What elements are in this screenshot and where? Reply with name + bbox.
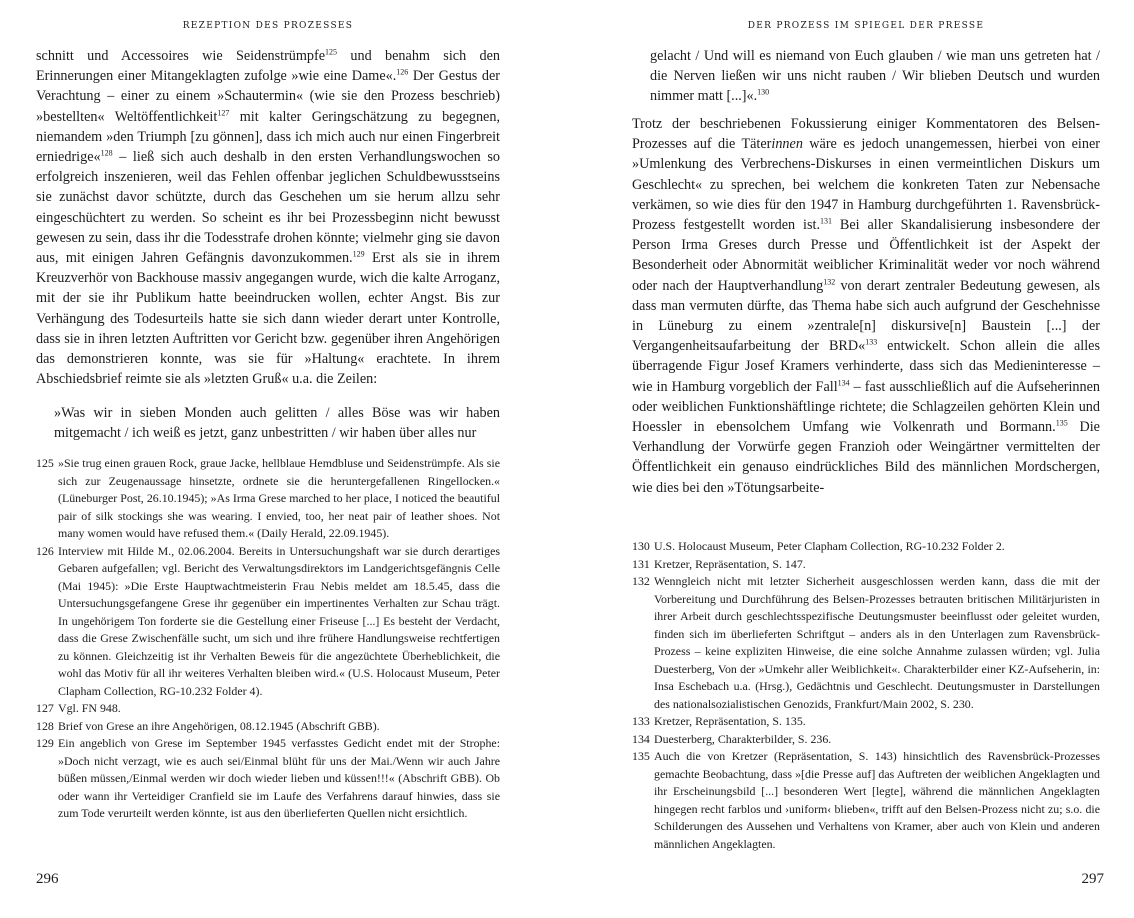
footnote-text: Auch die von Kretzer (Repräsentation, S. 143) hinsichtlich des Ravensbrück-Prozesses gemachte Beobachtung, dass »[die Presse auf] das Auftreten der weiblichen Angeklagten und ihr Erscheinungsbild [...] besonderen Wert [legte], während die männlichen Angeklagten hingegen recht farblos und ›uniform‹ blieben«, trifft auf den Belsen-Prozess nicht zu; s.o. die Schilderungen des Aussehen und Verhaltens von Kramer, aber auch von Klein und anderen männlichen Angeklagten. <box>654 749 1100 851</box>
footnotes <box>36 455 500 823</box>
footnote <box>36 718 500 736</box>
running-head: DER PROZESS IM SPIEGEL DER PRESSE <box>747 21 985 31</box>
footnote <box>36 700 500 718</box>
footnote-number: 131 <box>632 556 650 571</box>
footnote-text: Ein angeblich von Grese im September 1945 verfasstes Gedicht endet mit der Strophe: »Doch nicht verzagt, wie es auch sei/Einmal blüht für uns der Mai./Wenn wir auch Jahre büßen müssen,/Einmal werden wir doch wieder lieben und küssen!!!« (Abschrift GBB). Ob oder wann ihr Verteidiger Cranfield sie im Laufe des Verfahrens darauf hinwies, dass sie zum Tode verurteilt werden könnte, ist aus den überlieferten Quellen nicht ersichtlich. <box>58 736 500 820</box>
block-quote: »Was wir in sieben Monden auch gelitten / alles Böse was wir haben mitgemacht / ich weiß es jetzt, ganz unbestritten / wir haben über alles nur <box>54 405 500 442</box>
footnote-number: 129 <box>36 736 54 750</box>
footnote-text: Kretzer, Repräsentation, S. 147. <box>654 556 806 571</box>
footnote-text: Kretzer, Repräsentation, S. 135. <box>654 714 806 728</box>
running-head: REZEPTION DES PROZESSES <box>182 21 354 31</box>
footnote-number: 128 <box>36 718 54 733</box>
footnote <box>36 735 500 823</box>
footnote-number: 135 <box>632 749 650 763</box>
footnote-number: 127 <box>36 701 54 715</box>
block-quote-continued: gelacht / Und will es niemand von Euch glauben / wie man uns getreten hat / die Nerven ließen wir uns nicht rauben / Wir blieben Deutsch und wurden nimmer matt [...]«.$^{130}$ <box>650 48 1100 105</box>
footnote-text: Vgl. FN 948. <box>58 701 121 715</box>
page-number: 296 <box>36 871 59 887</box>
footnote-text: Brief von Grese an ihre Angehörigen, 08.12.1945 (Abschrift GBB). <box>58 718 380 733</box>
footnote-number: 133 <box>632 714 650 728</box>
footnote-number: 125 <box>36 456 54 470</box>
footnote-text: Duesterberg, Charakterbilder, S. 236. <box>654 731 832 746</box>
footnote-number: 132 <box>632 574 650 588</box>
footnote <box>632 556 1100 574</box>
footnote-text: Interview mit Hilde M., 02.06.2004. Bereits in Untersuchungshaft war sie durch derartiges Gebaren aufgefallen; vgl. Bericht des Verwaltungsdirektors im Landgerichtsgefängnis Celle (Mai 1945): »Die Erste Hauptwachtmeisterin Frau Nebis meldet am 18.5.45, dass die Untersuchungsgefangene Grese ihr gegenüber ein impertinentes Verhalten zur Schau trägt. In ungehörigem Ton forderte sie die Gestellung einer Friseuse [...] Es besteht der Verdacht, dass die Grese Zwischenfälle sucht, um sich und ihre frühere Handlungsweise rechtfertigen zu können. Gleichzeitig ist ihr Verhalten Beweis für die angezüchtete Überheblichkeit, die wohl das Motiv für all ihr weiteres Verhalten bleiben wird.« (U.S. Holocaust Museum, Peter Clapham Collection, RG-10.232 Folder 4). <box>58 543 500 698</box>
left-page <box>36 0 500 918</box>
footnote-number: 130 <box>632 539 650 553</box>
footnote-text: »Sie trug einen grauen Rock, graue Jacke, hellblaue Hemdbluse und Seidenstrümpfe. Als sie sich zur Zeugenaussage hinsetzte, ordnete sie die heruntergefallenen Ringellocken.« (Lüneburger Post, 26.10.1945); »As Irma Grese marched to her place, I noticed the beautiful pair of silk stockings she was wearing. I envied, too, her neat pair of leather shoes. Not many women would have refused them.« (Daily Herald, 22.09.1945). <box>58 456 500 540</box>
footnote <box>632 713 1100 731</box>
footnote <box>632 573 1100 713</box>
page-number: 297 <box>1081 871 1104 887</box>
footnote <box>632 538 1100 556</box>
footnote-number: 126 <box>36 543 54 558</box>
footnote-text: Wenngleich nicht mit letzter Sicherheit ausgeschlossen werden kann, dass die mit der Vorbereitung und Durchführung des Belsen-Prozesses betrauten britischen Militärjuristen in ihrer Arbeit durch geschlechtsspezifische Deutungsmuster beeinflusst oder geleitet wurden, finden sich im überlieferten Schriftgut – anders als in den Unterlagen zum Ravensbrück-Prozess – keine expliziten Hinweise, die eine solche Annahme zulassen würden; vgl. Julia Duesterberg, Von der »Umkehr aller Weiblichkeit«. Charakterbilder einer KZ-Aufseherin, in: Insa Eschebach u.a. (Hrsg.), Gedächtnis und Geschlecht. Deutungsmuster in Darstellungen des nationalsozialistischen Genozids, Frankfurt/Main 2002, S. 230. <box>654 574 1100 711</box>
right-page <box>632 0 1104 918</box>
footnotes <box>632 538 1100 853</box>
footnote <box>632 748 1100 853</box>
body-paragraph: Trotz der beschriebenen Fokussierung einiger Kommentatoren des Belsen-Prozesses auf die Täterinnen wäre es jedoch unangemessen, hierbei von einer »Umlenkung des Verbrechens-Diskurses in einen vermeintlichen Diskurs um Geschlecht« zu sprechen, bei welchem die konkreten Taten zur Nebensache verkämen, so wie dies für den 1947 in Hamburg durchgeführten 1. Ravensbrück-Prozess festgestellt worden ist.$^{131}$ Bei aller Skandalisierung insbesondere der Person Irma Greses durch Presse und Öffentlichkeit ist der Aspekt der Besonderheit oder Abnormität weiblicher Kriminalität weder vor noch während oder nach der Hauptverhandlung$^{132}$ von derart zentraler Bedeutung gewesen, als dass man vermuten dürfte, das Thema habe sich auch aufgrund der Geschehnisse in Lüneburg zu einem »zentrale[n] diskursive[n] Baustein [...] der Vergangenheitsaufarbeitung der BRD«$^{133}$ entwickelt. Schon allein die alles überragende Figur Josef Kramers verhinderte, dass sich das Medieninteresse – wie in Hamburg vorgeblich der Fall$^{134}$ – fast ausschließlich auf die Aufseherinnen oder weiblichen Funktionshäftlinge richtete; die Schlagzeilen gehörten Klein und Hoessler in ebensolchem Umfang wie Volkenrath und Bormann.$^{135}$ Die Verhandlung der Vorwürfe gegen Franzioh oder Weingärtner vermittelten der Öffentlichkeit ein genauso eindrückliches Bild des männlichen Mordschergen, wie dies bei den »Tötungsarbeite- <box>632 116 1101 496</box>
footnote <box>632 731 1100 749</box>
footnote <box>36 455 500 543</box>
footnote-number: 134 <box>632 731 650 746</box>
footnote-text: U.S. Holocaust Museum, Peter Clapham Collection, RG-10.232 Folder 2. <box>654 539 1005 553</box>
body-paragraph: schnitt und Accessoires wie Seidenstrümpfe$^{125}$ und benahm sich den Erinnerungen einer Mitangeklagten zufolge »wie eine Dame«.$^{126}$ Der Gestus der Verachtung – einer zu einem »Schautermin« (wie sie den Prozess beschrieb) »bestellten« Weltöffentlichkeit$^{127}$ mit kalter Geringschätzung zu begegnen, niemandem »den Triumph [zu gönnen], dass ich mich auch nur einen Fingerbreit erniedrige«$^{128}$ – ließ sich auch deshalb in den ersten Verhandlungswochen so erfolgreich inszenieren, weil das Fehlen offenbar jeglichen Schuldbewusstseins sie zunächst davor schützte, durch das Geschehen um sie herum allzu sehr eingeschüchtert zu werden. So scheint es ihr bei Prozessbeginn nicht bewusst gewesen zu sein, dass ihr die Todesstrafe drohen könnte; vielmehr ging sie davon aus, mit einigen Jahren Gefängnis davonzukommen.$^{129}$ Erst als sie in ihrem Kreuzverhör von Backhouse massiv angegangen wurde, wich die kalte Arroganz, mit der sie ihr Publikum hatte beeindrucken wollen, echter Angst. Bis zur Verhängung des Todesurteils hatte sie sich dann wieder derart unter Kontrolle, dass sie in ihren letzten Auftritten vor Gericht bzw. gegenüber ihren Angehörigen das demonstrieren konnte, was sie für »Haltung« erachtete. In ihrem Abschiedsbrief reimte sie als »letzten Gruß« u.a. die Zeilen: <box>36 47 500 388</box>
footnote <box>36 543 500 701</box>
